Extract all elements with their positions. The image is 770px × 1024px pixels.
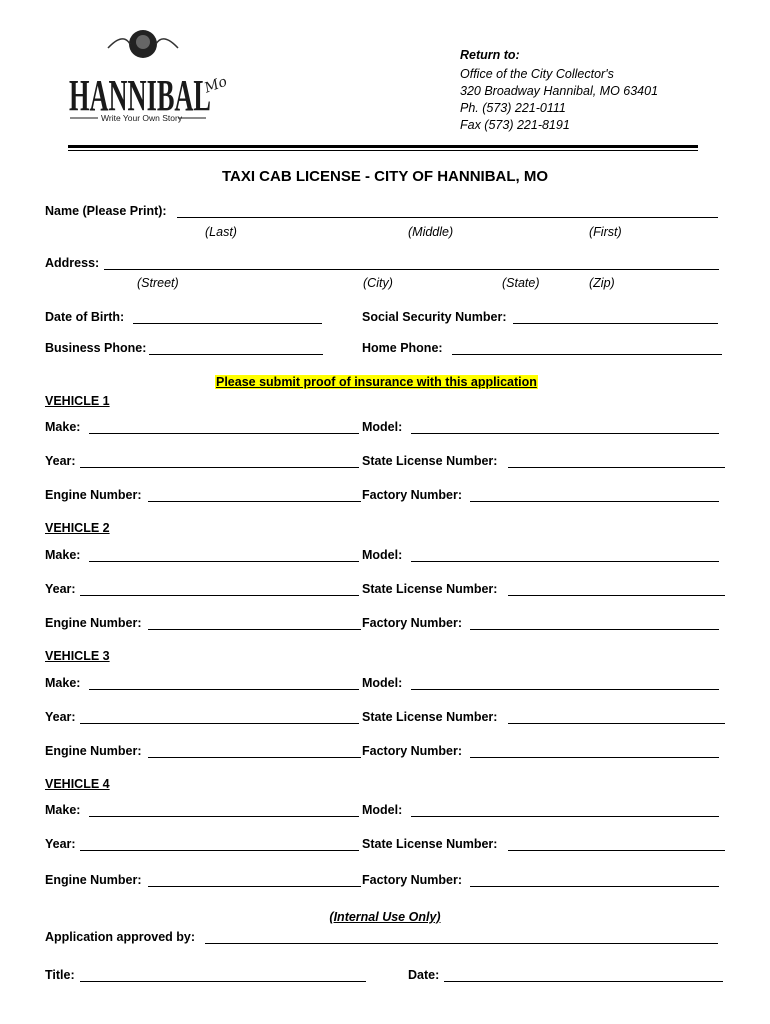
vehicle-3-state-license-label: State License Number: <box>362 710 498 724</box>
approval-date-label: Date: <box>408 968 440 982</box>
address-field[interactable] <box>104 269 719 270</box>
dob-field[interactable] <box>133 323 322 324</box>
logo-wordmark: HANNIBAL <box>69 71 211 120</box>
dob-label: Date of Birth: <box>45 310 125 324</box>
business-phone-field[interactable] <box>149 354 323 355</box>
business-phone-label: Business Phone: <box>45 341 147 355</box>
vehicle-2-state-license-field[interactable] <box>508 595 725 596</box>
home-phone-field[interactable] <box>452 354 722 355</box>
return-to-line: Ph. (573) 221-0111 <box>460 101 566 115</box>
vehicle-3-model-label: Model: <box>362 676 403 690</box>
vehicle-1-factory-label: Factory Number: <box>362 488 463 502</box>
name-field[interactable] <box>177 217 718 218</box>
vehicle-1-factory-field[interactable] <box>470 501 719 502</box>
vehicle-2-factory-label: Factory Number: <box>362 616 463 630</box>
logo-mark: Mo <box>202 73 230 97</box>
vehicle-3-factory-field[interactable] <box>470 757 719 758</box>
vehicle-1-heading: VEHICLE 1 <box>45 394 110 408</box>
vehicle-2-make-label: Make: <box>45 548 81 562</box>
vehicle-2-model-field[interactable] <box>411 561 719 562</box>
vehicle-1-engine-field[interactable] <box>148 501 361 502</box>
home-phone-label: Home Phone: <box>362 341 443 355</box>
name-sub-last: (Last) <box>205 225 237 239</box>
logo-tagline: Write Your Own Story <box>101 113 183 123</box>
vehicle-1-state-license-label: State License Number: <box>362 454 498 468</box>
hannibal-logo <box>68 22 238 132</box>
address-sub-state: (State) <box>502 276 540 290</box>
vehicle-2-year-field[interactable] <box>80 595 359 596</box>
vehicle-4-year-label: Year: <box>45 837 76 851</box>
address-label: Address: <box>45 256 100 270</box>
vehicle-3-engine-label: Engine Number: <box>45 744 142 758</box>
vehicle-1-make-label: Make: <box>45 420 81 434</box>
vehicle-2-state-license-label: State License Number: <box>362 582 498 596</box>
vehicle-4-state-license-label: State License Number: <box>362 837 498 851</box>
internal-use-heading: (Internal Use Only) <box>329 910 441 924</box>
approval-title-label: Title: <box>45 968 75 982</box>
vehicle-1-state-license-field[interactable] <box>508 467 725 468</box>
name-sub-first: (First) <box>589 225 622 239</box>
vehicle-4-year-field[interactable] <box>80 850 359 851</box>
vehicle-4-make-field[interactable] <box>89 816 359 817</box>
approved-by-label: Application approved by: <box>45 930 196 944</box>
address-sub-street: (Street) <box>137 276 179 290</box>
vehicle-3-make-field[interactable] <box>89 689 359 690</box>
approved-by-field[interactable] <box>205 943 718 944</box>
vehicle-3-model-field[interactable] <box>411 689 719 690</box>
vehicle-4-factory-field[interactable] <box>470 886 719 887</box>
vehicle-3-make-label: Make: <box>45 676 81 690</box>
vehicle-4-heading: VEHICLE 4 <box>45 777 110 791</box>
address-sub-zip: (Zip) <box>589 276 615 290</box>
approval-title-field[interactable] <box>80 981 366 982</box>
address-sub-city: (City) <box>363 276 393 290</box>
return-to-line: 320 Broadway Hannibal, MO 63401 <box>460 84 659 98</box>
approval-date-field[interactable] <box>444 981 723 982</box>
vehicle-4-make-label: Make: <box>45 803 81 817</box>
vehicle-4-factory-label: Factory Number: <box>362 873 463 887</box>
ssn-label: Social Security Number: <box>362 310 507 324</box>
vehicle-2-make-field[interactable] <box>89 561 359 562</box>
vehicle-4-engine-field[interactable] <box>148 886 361 887</box>
vehicle-2-engine-label: Engine Number: <box>45 616 142 630</box>
vehicle-4-engine-label: Engine Number: <box>45 873 142 887</box>
vehicle-3-heading: VEHICLE 3 <box>45 649 110 663</box>
vehicle-3-year-field[interactable] <box>80 723 359 724</box>
vehicle-2-model-label: Model: <box>362 548 403 562</box>
name-label: Name (Please Print): <box>45 204 167 218</box>
ssn-field[interactable] <box>513 323 718 324</box>
insurance-notice: Please submit proof of insurance with this application <box>216 375 537 389</box>
vehicle-1-year-field[interactable] <box>80 467 359 468</box>
vehicle-4-state-license-field[interactable] <box>508 850 725 851</box>
vehicle-3-year-label: Year: <box>45 710 76 724</box>
return-to-line: Office of the City Collector's <box>460 67 614 81</box>
vehicle-2-year-label: Year: <box>45 582 76 596</box>
vehicle-2-engine-field[interactable] <box>148 629 361 630</box>
return-to-line: Fax (573) 221-8191 <box>460 118 570 132</box>
form-title: TAXI CAB LICENSE - CITY OF HANNIBAL, MO <box>221 168 549 185</box>
name-sub-middle: (Middle) <box>408 225 454 239</box>
vehicle-4-model-field[interactable] <box>411 816 719 817</box>
header-divider <box>68 145 698 148</box>
vehicle-1-make-field[interactable] <box>89 433 359 434</box>
vehicle-2-factory-field[interactable] <box>470 629 719 630</box>
vehicle-4-model-label: Model: <box>362 803 403 817</box>
vehicle-1-year-label: Year: <box>45 454 76 468</box>
vehicle-3-engine-field[interactable] <box>148 757 361 758</box>
vehicle-1-engine-label: Engine Number: <box>45 488 142 502</box>
return-to-heading: Return to: <box>460 48 520 62</box>
vehicle-2-heading: VEHICLE 2 <box>45 521 110 535</box>
vehicle-3-factory-label: Factory Number: <box>362 744 463 758</box>
vehicle-1-model-label: Model: <box>362 420 403 434</box>
vehicle-1-model-field[interactable] <box>411 433 719 434</box>
header-divider-thin <box>68 150 698 151</box>
vehicle-3-state-license-field[interactable] <box>508 723 725 724</box>
